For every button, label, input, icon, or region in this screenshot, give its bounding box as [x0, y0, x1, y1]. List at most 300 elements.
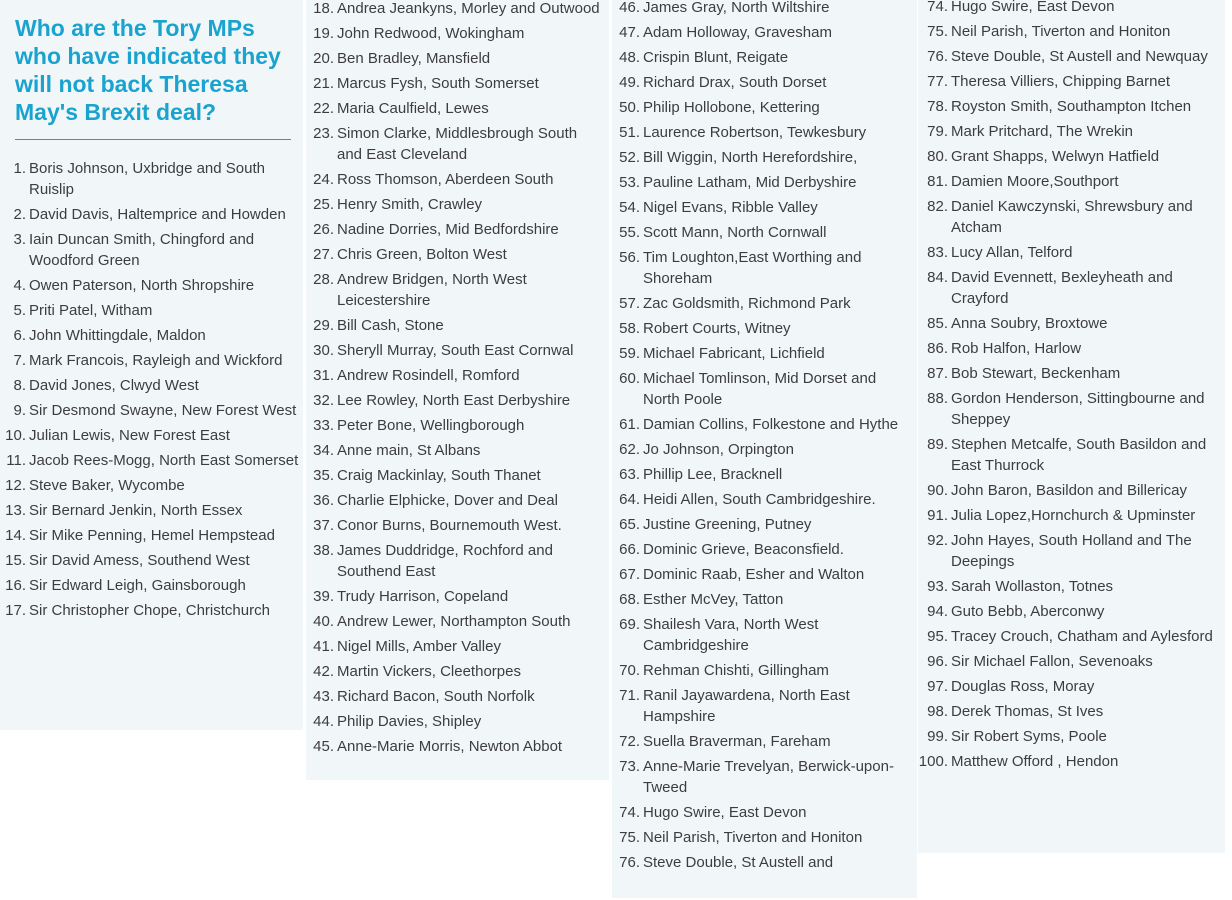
mp-name-constituency: John Whittingdale, Maldon [29, 327, 206, 344]
mp-number: 79. [927, 123, 948, 140]
mp-number: 77. [927, 73, 948, 90]
mp-name-constituency: Michael Fabricant, Lichfield [643, 345, 825, 362]
mp-list-item [0, 500, 303, 521]
mp-number: 17. [5, 602, 26, 619]
mp-number: 67. [619, 566, 640, 583]
mp-number: 75. [619, 829, 640, 846]
mp-list-item [918, 434, 1221, 476]
page-title: Who are the Tory MPs who have indicated they will not back Theresa May's Brexit deal? [15, 15, 281, 125]
mp-number: 54. [619, 199, 640, 216]
mp-list-item [918, 651, 1221, 672]
mp-name-constituency: Damian Collins, Folkestone and Hythe [643, 416, 899, 433]
mp-number: 86. [927, 340, 948, 357]
mp-number: 16. [5, 577, 26, 594]
mp-number: 66. [619, 541, 640, 558]
mp-number: 84. [927, 269, 948, 286]
mp-number: 6. [13, 327, 26, 344]
mp-name-constituency: Andrew Lewer, Northampton South [337, 613, 571, 630]
mp-list-item [306, 515, 605, 536]
mp-list-item [306, 415, 605, 436]
mp-number: 81. [927, 173, 948, 190]
mp-name-constituency: Steve Double, St Austell and [643, 854, 834, 871]
mp-number: 96. [927, 653, 948, 670]
mp-name-constituency: Rob Halfon, Harlow [951, 340, 1082, 357]
mp-list-item [306, 440, 605, 461]
mp-list-item [306, 219, 605, 240]
mp-list-item [0, 325, 303, 346]
mp-name-constituency: Sir Bernard Jenkin, North Essex [29, 502, 243, 519]
mp-name-constituency: Neil Parish, Tiverton and Honiton [643, 829, 863, 846]
mp-name-constituency: Priti Patel, Witham [29, 302, 153, 319]
mp-name-constituency: Nadine Dorries, Mid Bedfordshire [337, 221, 559, 238]
mp-list-item [612, 464, 913, 485]
mp-number: 49. [619, 74, 640, 91]
mp-list-item [612, 514, 913, 535]
mp-name-constituency: Crispin Blunt, Reigate [643, 49, 789, 66]
mp-list-item [612, 47, 913, 68]
mp-number: 95. [927, 628, 948, 645]
mp-number: 15. [5, 552, 26, 569]
mp-number: 7. [13, 352, 26, 369]
mp-name-constituency: Julia Lopez,Hornchurch & Upminster [951, 507, 1196, 524]
mp-number: 90. [927, 482, 948, 499]
mp-name-constituency: Ben Bradley, Mansfield [337, 50, 491, 67]
mp-name-constituency: Phillip Lee, Bracknell [643, 466, 783, 483]
mp-number: 35. [313, 467, 334, 484]
mp-number: 25. [313, 196, 334, 213]
mp-name-constituency: Steve Double, St Austell and Newquay [951, 48, 1208, 65]
mp-name-constituency: Guto Bebb, Aberconwy [951, 603, 1105, 620]
mp-number: 33. [313, 417, 334, 434]
mp-name-constituency: Andrea Jeankyns, Morley and Outwood [337, 0, 600, 17]
mp-number: 64. [619, 491, 640, 508]
mp-name-constituency: David Jones, Clwyd West [29, 377, 199, 394]
mp-number: 27. [313, 246, 334, 263]
mp-name-constituency: Iain Duncan Smith, Chingford and Woodford Green [29, 231, 255, 269]
mp-list-item [0, 425, 303, 446]
mp-name-constituency: John Redwood, Wokingham [337, 25, 525, 42]
mp-name-constituency: Michael Tomlinson, Mid Dorset and North Poole [643, 370, 877, 408]
mp-list-item [306, 48, 605, 69]
mp-name-constituency: Matthew Offord , Hendon [951, 753, 1119, 770]
mp-number: 46. [619, 0, 640, 16]
mp-number: 85. [927, 315, 948, 332]
mp-name-constituency: Hugo Swire, East Devon [951, 0, 1115, 15]
mp-name-constituency: James Duddridge, Rochford and Southend East [337, 542, 553, 580]
mp-list-item [612, 97, 913, 118]
mp-list-item [0, 158, 303, 200]
mp-list-item [0, 550, 303, 571]
mp-name-constituency: Scott Mann, North Cornwall [643, 224, 827, 241]
mp-name-constituency: Nigel Mills, Amber Valley [337, 638, 501, 655]
mp-name-constituency: Ross Thomson, Aberdeen South [337, 171, 554, 188]
mp-number: 87. [927, 365, 948, 382]
mp-name-constituency: Robert Courts, Witney [643, 320, 791, 337]
mp-list-item [306, 465, 605, 486]
mp-number: 12. [5, 477, 26, 494]
mp-list-item [918, 313, 1221, 334]
mp-name-constituency: Grant Shapps, Welwyn Hatfield [951, 148, 1160, 165]
mp-name-constituency: Sir Mike Penning, Hemel Hempstead [29, 527, 275, 544]
mp-name-constituency: Craig Mackinlay, South Thanet [337, 467, 541, 484]
mp-list-item [918, 576, 1221, 597]
mp-name-constituency: Derek Thomas, St Ives [951, 703, 1104, 720]
mp-name-constituency: Shailesh Vara, North West Cambridgeshire [643, 616, 819, 654]
mp-list-item [918, 71, 1221, 92]
mp-number: 5. [13, 302, 26, 319]
mp-list-item [918, 726, 1221, 747]
mp-name-constituency: Sir Desmond Swayne, New Forest West [29, 402, 297, 419]
mp-number: 13. [5, 502, 26, 519]
mp-name-constituency: Adam Holloway, Gravesham [643, 24, 832, 41]
mp-number: 22. [313, 100, 334, 117]
mp-list-item [612, 197, 913, 218]
mp-list-item [612, 343, 913, 364]
mp-list-item [918, 626, 1221, 647]
mp-name-constituency: Justine Greening, Putney [643, 516, 812, 533]
mp-number: 92. [927, 532, 948, 549]
mp-list-item [612, 852, 913, 873]
mp-name-constituency: Marcus Fysh, South Somerset [337, 75, 539, 92]
mp-list-item [306, 365, 605, 386]
mp-number: 34. [313, 442, 334, 459]
mp-name-constituency: Mark Francois, Rayleigh and Wickford [29, 352, 283, 369]
mp-name-constituency: Theresa Villiers, Chipping Barnet [951, 73, 1171, 90]
mp-list-item [612, 222, 913, 243]
mp-name-constituency: Daniel Kawczynski, Shrewsbury and Atcham [951, 198, 1193, 236]
mp-number: 30. [313, 342, 334, 359]
mp-list-item [0, 400, 303, 421]
mp-name-constituency: James Gray, North Wiltshire [643, 0, 830, 16]
mp-number: 29. [313, 317, 334, 334]
mp-number: 59. [619, 345, 640, 362]
mp-number: 8. [13, 377, 26, 394]
mp-name-constituency: Jacob Rees-Mogg, North East Somerset [29, 452, 299, 469]
mp-number: 88. [927, 390, 948, 407]
mp-name-constituency: Anne main, St Albans [337, 442, 481, 459]
mp-number: 89. [927, 436, 948, 453]
mp-number: 55. [619, 224, 640, 241]
mp-number: 4. [13, 277, 26, 294]
mp-number: 1. [13, 160, 26, 177]
mp-number: 23. [313, 125, 334, 142]
mp-list-item [306, 98, 605, 119]
mp-list-item [612, 293, 913, 314]
mp-number: 43. [313, 688, 334, 705]
mp-number: 14. [5, 527, 26, 544]
mp-list-item [918, 46, 1221, 67]
mp-name-constituency: Trudy Harrison, Copeland [337, 588, 509, 605]
column-2-panel [306, 0, 609, 780]
mp-name-constituency: Sir Robert Syms, Poole [951, 728, 1107, 745]
column-1-panel [0, 0, 303, 730]
mp-list-item [612, 827, 913, 848]
mp-name-constituency: Richard Drax, South Dorset [643, 74, 827, 91]
mp-list-item [306, 73, 605, 94]
mp-name-constituency: Andrew Bridgen, North West Leicestershire [337, 271, 527, 309]
mp-name-constituency: Stephen Metcalfe, South Basildon and East Thurrock [951, 436, 1207, 474]
mp-list-column-1 [0, 140, 303, 621]
mp-name-constituency: Rehman Chishti, Gillingham [643, 662, 829, 679]
mp-number: 38. [313, 542, 334, 559]
mp-name-constituency: Dominic Raab, Esher and Walton [643, 566, 865, 583]
mp-number: 32. [313, 392, 334, 409]
mp-list-item [918, 530, 1221, 572]
mp-name-constituency: Nigel Evans, Ribble Valley [643, 199, 818, 216]
mp-list-item [612, 589, 913, 610]
mp-list-item [306, 390, 605, 411]
mp-list-item [612, 368, 913, 410]
mp-list-item [612, 614, 913, 656]
mp-name-constituency: Sheryll Murray, South East Cornwal [337, 342, 574, 359]
mp-name-constituency: Martin Vickers, Cleethorpes [337, 663, 521, 680]
mp-name-constituency: Bill Cash, Stone [337, 317, 444, 334]
mp-number: 47. [619, 24, 640, 41]
mp-list-item [612, 660, 913, 681]
mp-list-item [306, 23, 605, 44]
mp-name-constituency: Douglas Ross, Moray [951, 678, 1095, 695]
mp-list-item [0, 275, 303, 296]
mp-number: 70. [619, 662, 640, 679]
mp-name-constituency: Jo Johnson, Orpington [643, 441, 794, 458]
mp-list-item [306, 611, 605, 632]
mp-name-constituency: Damien Moore,Southport [951, 173, 1119, 190]
mp-name-constituency: John Hayes, South Holland and The Deepings [951, 532, 1192, 570]
mp-list-item [612, 685, 913, 727]
mp-number: 71. [619, 687, 640, 704]
mp-list-item [0, 525, 303, 546]
mp-name-constituency: Maria Caulfield, Lewes [337, 100, 489, 117]
mp-list-item [918, 121, 1221, 142]
mp-list-column-3 [612, 0, 913, 877]
mp-list-item [918, 146, 1221, 167]
mp-number: 80. [927, 148, 948, 165]
mp-name-constituency: Lee Rowley, North East Derbyshire [337, 392, 571, 409]
mp-number: 63. [619, 466, 640, 483]
mp-name-constituency: Sir David Amess, Southend West [29, 552, 250, 569]
mp-list-item [0, 450, 303, 471]
mp-name-constituency: Tracey Crouch, Chatham and Aylesford [951, 628, 1213, 645]
mp-list-item [612, 439, 913, 460]
mp-number: 98. [927, 703, 948, 720]
mp-name-constituency: Zac Goldsmith, Richmond Park [643, 295, 851, 312]
mp-number: 10. [5, 427, 26, 444]
mp-number: 83. [927, 244, 948, 261]
mp-list-item [0, 575, 303, 596]
mp-name-constituency: Gordon Henderson, Sittingbourne and Sheppey [951, 390, 1205, 428]
mp-list-item [306, 586, 605, 607]
mp-name-constituency: Royston Smith, Southampton Itchen [951, 98, 1192, 115]
mp-name-constituency: Pauline Latham, Mid Derbyshire [643, 174, 857, 191]
mp-name-constituency: Richard Bacon, South Norfolk [337, 688, 535, 705]
mp-name-constituency: David Davis, Haltemprice and Howden [29, 206, 286, 223]
mp-list-item [306, 340, 605, 361]
mp-list-item [306, 269, 605, 311]
mp-list-item [918, 196, 1221, 238]
mp-number: 62. [619, 441, 640, 458]
mp-number: 39. [313, 588, 334, 605]
mp-list-item [0, 229, 303, 271]
mp-list-item [0, 204, 303, 225]
mp-list-item [306, 0, 605, 19]
mp-list-item [918, 505, 1221, 526]
mp-list-item [0, 475, 303, 496]
mp-list-item [306, 736, 605, 757]
mp-name-constituency: Chris Green, Bolton West [337, 246, 507, 263]
mp-list-item [918, 701, 1221, 722]
mp-number: 78. [927, 98, 948, 115]
mp-list-column-2 [306, 0, 605, 761]
mp-number: 93. [927, 578, 948, 595]
mp-name-constituency: Lucy Allan, Telford [951, 244, 1073, 261]
mp-name-constituency: Boris Johnson, Uxbridge and South Ruislip [29, 160, 265, 198]
mp-number: 20. [313, 50, 334, 67]
mp-number: 28. [313, 271, 334, 288]
mp-name-constituency: Ranil Jayawardena, North East Hampshire [643, 687, 850, 725]
mp-list-item [918, 21, 1221, 42]
mp-list-item [612, 318, 913, 339]
mp-number: 26. [313, 221, 334, 238]
mp-list-item [0, 300, 303, 321]
mp-number: 74. [619, 804, 640, 821]
mp-name-constituency: Bob Stewart, Beckenham [951, 365, 1121, 382]
mp-list-item [918, 751, 1221, 772]
mp-list-item [612, 172, 913, 193]
mp-number: 37. [313, 517, 334, 534]
mp-name-constituency: Owen Paterson, North Shropshire [29, 277, 255, 294]
mp-name-constituency: Anne-Marie Trevelyan, Berwick-upon-Tweed [643, 758, 894, 796]
mp-number: 65. [619, 516, 640, 533]
mp-name-constituency: John Baron, Basildon and Billericay [951, 482, 1187, 499]
mp-name-constituency: Anna Soubry, Broxtowe [951, 315, 1108, 332]
mp-list-item [612, 247, 913, 289]
mp-list-item [612, 22, 913, 43]
mp-number: 36. [313, 492, 334, 509]
mp-number: 24. [313, 171, 334, 188]
mp-number: 21. [313, 75, 334, 92]
mp-number: 19. [313, 25, 334, 42]
mp-name-constituency: Andrew Rosindell, Romford [337, 367, 520, 384]
mp-list-item [918, 480, 1221, 501]
mp-name-constituency: Sarah Wollaston, Totnes [951, 578, 1114, 595]
mp-name-constituency: Suella Braverman, Fareham [643, 733, 831, 750]
mp-name-constituency: Neil Parish, Tiverton and Honiton [951, 23, 1171, 40]
mp-list-item [306, 540, 605, 582]
mp-number: 53. [619, 174, 640, 191]
mp-list-item [612, 731, 913, 752]
mp-number: 9. [13, 402, 26, 419]
mp-name-constituency: Charlie Elphicke, Dover and Deal [337, 492, 558, 509]
mp-list-item [918, 676, 1221, 697]
mp-name-constituency: Sir Edward Leigh, Gainsborough [29, 577, 246, 594]
mp-list-item [0, 600, 303, 621]
mp-list-item [918, 363, 1221, 384]
mp-number: 94. [927, 603, 948, 620]
mp-list-item [612, 564, 913, 585]
mp-list-item [918, 338, 1221, 359]
mp-list-item [918, 96, 1221, 117]
mp-list-item [612, 756, 913, 798]
mp-list-item [306, 686, 605, 707]
mp-list-item [612, 414, 913, 435]
mp-number: 44. [313, 713, 334, 730]
mp-number: 73. [619, 758, 640, 775]
mp-list-item [306, 636, 605, 657]
mp-list-item [918, 242, 1221, 263]
mp-number: 68. [619, 591, 640, 608]
mp-number: 45. [313, 738, 334, 755]
mp-name-constituency: Conor Burns, Bournemouth West. [337, 517, 562, 534]
mp-name-constituency: Heidi Allen, South Cambridgeshire. [643, 491, 876, 508]
mp-list-item [306, 194, 605, 215]
mp-number: 74. [927, 0, 948, 15]
mp-number: 99. [927, 728, 948, 745]
mp-number: 2. [13, 206, 26, 223]
mp-name-constituency: Sir Michael Fallon, Sevenoaks [951, 653, 1153, 670]
mp-name-constituency: Peter Bone, Wellingborough [337, 417, 525, 434]
mp-name-constituency: Steve Baker, Wycombe [29, 477, 185, 494]
mp-number: 18. [313, 0, 334, 17]
mp-name-constituency: David Evennett, Bexleyheath and Crayford [951, 269, 1173, 307]
column-4-panel [918, 0, 1225, 853]
mp-list-item [918, 601, 1221, 622]
mp-name-constituency: Julian Lewis, New Forest East [29, 427, 230, 444]
mp-number: 91. [927, 507, 948, 524]
mp-list-item [612, 122, 913, 143]
column-3-panel [612, 0, 917, 898]
mp-number: 51. [619, 124, 640, 141]
mp-number: 41. [313, 638, 334, 655]
mp-name-constituency: Simon Clarke, Middlesbrough South and East Cleveland [337, 125, 578, 163]
mp-number: 3. [13, 231, 26, 248]
mp-list-item [612, 489, 913, 510]
mp-number: 97. [927, 678, 948, 695]
mp-list-item [306, 123, 605, 165]
mp-list-column-4 [918, 0, 1221, 776]
mp-name-constituency: Anne-Marie Morris, Newton Abbot [337, 738, 563, 755]
mp-name-constituency: Laurence Robertson, Tewkesbury [643, 124, 867, 141]
mp-number: 82. [927, 198, 948, 215]
mp-list-item [612, 72, 913, 93]
mp-number: 31. [313, 367, 334, 384]
mp-list-item [306, 490, 605, 511]
mp-number: 11. [6, 452, 26, 469]
mp-number: 60. [619, 370, 640, 387]
mp-list-item [612, 802, 913, 823]
mp-list-item [306, 315, 605, 336]
mp-list-item [918, 267, 1221, 309]
mp-number: 57. [619, 295, 640, 312]
mp-name-constituency: Hugo Swire, East Devon [643, 804, 807, 821]
mp-number: 40. [313, 613, 334, 630]
mp-list-item [0, 375, 303, 396]
mp-name-constituency: Bill Wiggin, North Herefordshire, [643, 149, 858, 166]
mp-list-item [612, 0, 913, 18]
mp-list-item [306, 169, 605, 190]
mp-name-constituency: Mark Pritchard, The Wrekin [951, 123, 1133, 140]
mp-name-constituency: Tim Loughton,East Worthing and Shoreham [643, 249, 862, 287]
mp-name-constituency: Philip Davies, Shipley [337, 713, 482, 730]
mp-name-constituency: Esther McVey, Tatton [643, 591, 784, 608]
mp-list-item [306, 661, 605, 682]
mp-number: 58. [619, 320, 640, 337]
mp-number: 76. [619, 854, 640, 871]
mp-list-item [918, 171, 1221, 192]
mp-list-item [306, 711, 605, 732]
mp-list-item [0, 350, 303, 371]
mp-name-constituency: Henry Smith, Crawley [337, 196, 483, 213]
mp-number: 50. [619, 99, 640, 116]
